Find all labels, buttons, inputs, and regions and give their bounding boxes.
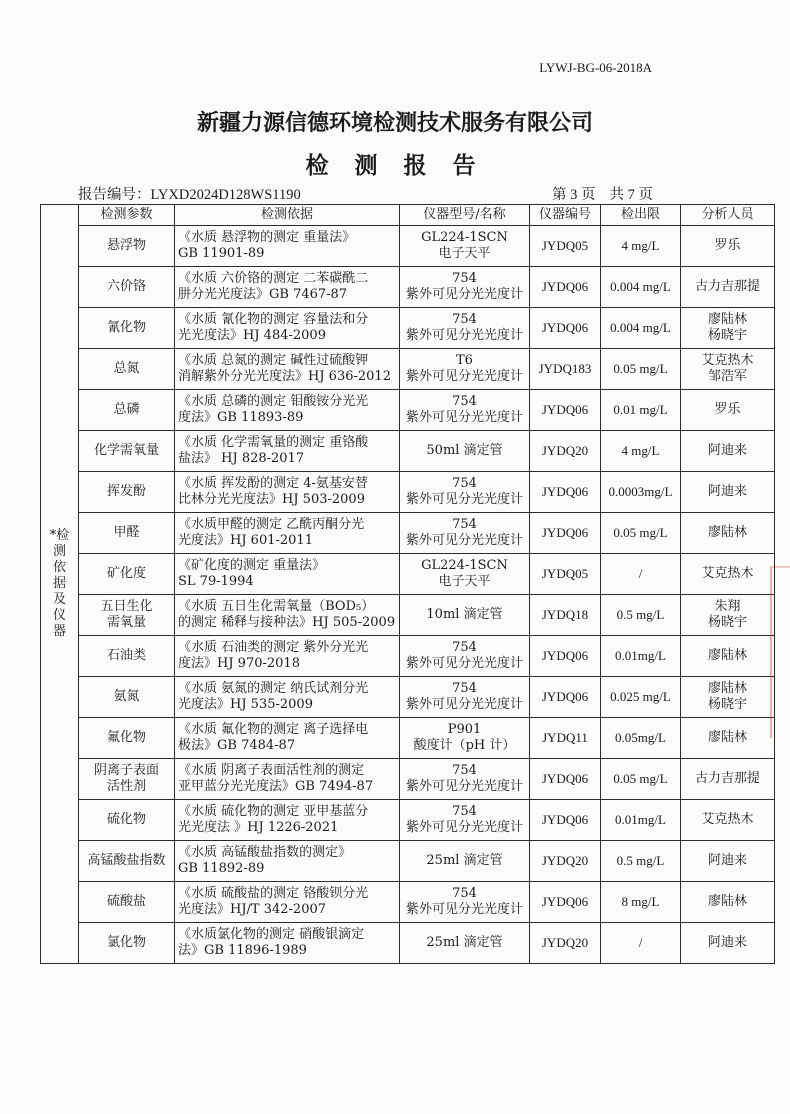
analyst-cell [681,349,775,390]
basis-line: GB 11901-89 [178,246,265,261]
instrument-line: 电子天平 [438,246,491,261]
analyst-cell [681,267,775,308]
instrument-line: GL224-1SCN [421,558,508,573]
table-row [41,472,775,513]
instrument-line: 50ml 滴定管 [426,443,503,458]
analyst-line: 艾克热木 [701,812,754,827]
basis-cell [175,554,400,595]
table-row [41,923,775,964]
param-cell [79,595,175,636]
total-pages: 共 7 页 [609,187,653,203]
instrument-id-cell: JYDQ06 [530,882,601,923]
methods-table [40,204,775,964]
basis-cell [175,718,400,759]
instrument-line: 754 [452,681,477,696]
analyst-line: 阿迪来 [707,853,747,868]
side-label-char: 仪 [52,608,66,623]
table-row [41,636,775,677]
basis-line: 《水质 石油类的测定 紫外分光光 [178,640,369,655]
basis-line: 极法》GB 7484-87 [178,738,296,753]
analyst-cell [681,718,775,759]
table-row [41,431,775,472]
instrument-cell [400,349,530,390]
instrument-cell [400,923,530,964]
instrument-id-cell: JYDQ06 [530,513,601,554]
instrument-cell [400,472,530,513]
analyst-cell [681,841,775,882]
analyst-line: 阿迪来 [707,935,747,950]
page-number: 第 3 页 [552,187,596,203]
instrument-cell [400,431,530,472]
table-row [41,390,775,431]
instrument-line: GL224-1SCN [421,230,508,245]
table-row [41,554,775,595]
instrument-id-cell: JYDQ05 [530,554,601,595]
instrument-line: 紫外可见分光光度计 [405,820,523,835]
table-row [41,267,775,308]
basis-cell [175,513,400,554]
table-row [41,595,775,636]
analyst-cell [681,759,775,800]
param-cell: 氨氮 [79,677,175,718]
basis-line: 《水质 阴离子表面活性剂的测定 [178,763,365,778]
instrument-line: 紫外可见分光光度计 [405,697,523,712]
table-row [41,800,775,841]
detection-limit-cell: 4 mg/L [601,226,681,267]
basis-line: 《水质 悬浮物的测定 重量法》 [178,230,356,245]
param-cell: 氯化物 [79,923,175,964]
side-label-cell [41,205,79,964]
analyst-line: 廖陆林 [707,894,747,909]
instrument-cell [400,267,530,308]
param-cell: 总磷 [79,390,175,431]
analyst-cell [681,226,775,267]
side-label-char: *检 [49,528,70,543]
table-header-row [41,205,775,226]
basis-line: 亚甲蓝分光光度法》GB 7494-87 [178,779,374,794]
analyst-cell [681,636,775,677]
param-cell: 悬浮物 [79,226,175,267]
side-label-char: 据 [52,576,66,591]
instrument-id-cell: JYDQ20 [530,923,601,964]
instrument-cell [400,882,530,923]
instrument-cell [400,718,530,759]
basis-line: 光度法》HJ/T 342-2007 [178,902,327,917]
instrument-line: 酸度计（pH 计） [413,738,516,753]
instrument-cell [400,595,530,636]
basis-cell [175,349,400,390]
instrument-line: 25ml 滴定管 [426,935,503,950]
param-cell [79,759,175,800]
analyst-line: 阿迪来 [707,443,747,458]
instrument-line: 电子天平 [438,574,491,589]
side-label-char: 依 [52,560,66,575]
instrument-line: T6 [456,353,473,368]
param-cell: 六价铬 [79,267,175,308]
instrument-id-cell: JYDQ20 [530,431,601,472]
analyst-line: 廖陆林 [707,525,747,540]
analyst-cell [681,431,775,472]
detection-limit-cell: 0.01mg/L [601,800,681,841]
param-line: 活性剂 [106,779,146,794]
instrument-id-cell: JYDQ06 [530,677,601,718]
param-cell: 挥发酚 [79,472,175,513]
instrument-line: 紫外可见分光光度计 [405,410,523,425]
basis-line: 《水质 五日生化需氧量（BOD₅） [178,599,375,614]
analyst-line: 古力吉那提 [694,279,760,294]
basis-line: 《水质 氟化物的测定 离子选择电 [178,722,369,737]
instrument-cell [400,800,530,841]
detection-limit-cell: 0.5 mg/L [601,841,681,882]
company-name: 新疆力源信德环境检测技术服务有限公司 [196,111,593,136]
basis-cell [175,759,400,800]
detection-limit-cell: 0.01 mg/L [601,390,681,431]
instrument-line: 754 [452,640,477,655]
analyst-line: 杨晓宇 [707,328,747,343]
page-info [552,183,667,204]
basis-cell [175,841,400,882]
detection-limit-cell: 4 mg/L [601,431,681,472]
instrument-cell [400,841,530,882]
instrument-line: P901 [447,722,482,737]
instrument-cell [400,308,530,349]
basis-cell [175,226,400,267]
instrument-line: 25ml 滴定管 [426,853,503,868]
instrument-id-cell: JYDQ06 [530,800,601,841]
basis-cell [175,431,400,472]
analyst-line: 阿迪来 [707,484,747,499]
detection-limit-cell: / [601,923,681,964]
instrument-line: 754 [452,476,477,491]
basis-line: 《水质甲醛的测定 乙酰丙酮分光 [178,517,365,532]
analyst-line: 古力吉那提 [694,771,760,786]
param-cell: 总氮 [79,349,175,390]
instrument-line: 754 [452,271,477,286]
basis-line: 消解紫外分光光度法》HJ 636-2012 [178,369,391,384]
detection-limit-cell: 0.025 mg/L [601,677,681,718]
basis-cell [175,595,400,636]
table-row [41,677,775,718]
param-cell: 氟化物 [79,718,175,759]
basis-line: 光度法》HJ 601-2011 [178,533,313,548]
basis-line: 《水质 总氮的测定 碱性过硫酸钾 [178,353,369,368]
basis-line: 《水质 六价铬的测定 二苯碳酰二 [178,271,369,286]
instrument-line: 754 [452,763,477,778]
basis-line: 《水质 总磷的测定 钼酸铵分光光 [178,394,369,409]
instrument-id-cell: JYDQ06 [530,308,601,349]
table-row [41,718,775,759]
basis-cell [175,390,400,431]
basis-line: 光光度法 》HJ 1226-2021 [178,820,339,835]
instrument-line: 紫外可见分光光度计 [405,779,523,794]
basis-line: 度法》HJ 970-2018 [178,656,300,671]
instrument-id-cell: JYDQ06 [530,390,601,431]
basis-line: 法》GB 11896-1989 [178,943,307,958]
param-cell: 化学需氧量 [79,431,175,472]
instrument-line: 紫外可见分光光度计 [405,492,523,507]
table-row [41,882,775,923]
basis-line: 《水质 高锰酸盐指数的测定》 [178,845,352,860]
basis-line: 《水质 硫化物的测定 亚甲基蓝分 [178,804,369,819]
analyst-line: 杨晓宇 [707,615,747,630]
instrument-line: 754 [452,312,477,327]
column-header: 检测参数 [79,205,175,226]
instrument-line: 紫外可见分光光度计 [405,533,523,548]
detection-limit-cell: 0.05mg/L [601,718,681,759]
analyst-line: 罗乐 [714,238,741,253]
table-row [41,308,775,349]
instrument-id-cell: JYDQ20 [530,841,601,882]
instrument-line: 10ml 滴定管 [426,607,503,622]
param-cell: 高锰酸盐指数 [79,841,175,882]
basis-line: 光光度法》HJ 484-2009 [178,328,326,343]
analyst-line: 艾克热木 [701,566,754,581]
basis-line: 比林分光光度法》HJ 503-2009 [178,492,365,507]
analyst-cell [681,677,775,718]
instrument-id-cell: JYDQ06 [530,267,601,308]
basis-line: 《水质 硫酸盐的测定 铬酸钡分光 [178,886,369,901]
analyst-line: 杨晓宇 [707,697,747,712]
report-number: 报告编号：LYXD2024D128WS1190 [78,187,301,203]
basis-line: 《水质氯化物的测定 硝酸银滴定 [178,927,365,942]
instrument-id-cell: JYDQ06 [530,636,601,677]
detection-limit-cell: 0.05 mg/L [601,513,681,554]
instrument-line: 754 [452,394,477,409]
analyst-line: 罗乐 [714,402,741,417]
param-cell: 硫酸盐 [79,882,175,923]
param-cell: 甲醛 [79,513,175,554]
basis-cell [175,882,400,923]
instrument-line: 紫外可见分光光度计 [405,369,523,384]
instrument-id-cell: JYDQ06 [530,472,601,513]
side-label-char: 测 [52,544,66,559]
instrument-line: 754 [452,804,477,819]
analyst-cell [681,800,775,841]
instrument-id-cell: JYDQ05 [530,226,601,267]
instrument-cell [400,677,530,718]
instrument-id-cell: JYDQ11 [530,718,601,759]
basis-line: 盐法》 HJ 828-2017 [178,451,305,466]
analyst-line: 朱翔 [714,599,741,614]
analyst-cell [681,595,775,636]
analyst-cell [681,308,775,349]
instrument-cell [400,226,530,267]
detection-limit-cell: 0.004 mg/L [601,267,681,308]
table-row [41,841,775,882]
instrument-cell [400,759,530,800]
detection-limit-cell: 0.05 mg/L [601,349,681,390]
detection-limit-cell: 0.5 mg/L [601,595,681,636]
table-row [41,349,775,390]
detection-limit-cell: 0.0003mg/L [601,472,681,513]
instrument-cell [400,554,530,595]
param-line: 阴离子表面 [93,763,159,778]
side-label-char: 及 [52,592,66,607]
column-header: 分析人员 [681,205,775,226]
report-title: 检 测 报 告 [305,153,485,179]
param-cell: 氰化物 [79,308,175,349]
table-row [41,513,775,554]
detection-limit-cell: 0.05 mg/L [601,759,681,800]
analyst-cell [681,882,775,923]
document-code: LYWJ-BG-06-2018A [539,60,652,75]
instrument-line: 754 [452,517,477,532]
analyst-line: 廖陆林 [707,648,747,663]
analyst-cell [681,390,775,431]
analyst-cell [681,513,775,554]
column-header: 检测依据 [175,205,400,226]
instrument-line: 紫外可见分光光度计 [405,656,523,671]
basis-cell [175,636,400,677]
basis-cell [175,308,400,349]
instrument-id-cell: JYDQ06 [530,759,601,800]
analyst-line: 邹浩军 [707,369,747,384]
basis-line: 《水质 化学需氧量的测定 重铬酸 [178,435,369,450]
instrument-line: 紫外可见分光光度计 [405,287,523,302]
analyst-cell [681,472,775,513]
basis-line: 肼分光光度法》GB 7467-87 [178,287,348,302]
instrument-cell [400,390,530,431]
column-header: 检出限 [601,205,681,226]
analyst-line: 廖陆林 [707,312,747,327]
basis-line: 光度法》HJ 535-2009 [178,697,313,712]
column-header: 仪器编号 [530,205,601,226]
detection-limit-cell: 8 mg/L [601,882,681,923]
table-row [41,759,775,800]
basis-cell [175,923,400,964]
instrument-id-cell: JYDQ183 [530,349,601,390]
detection-limit-cell: / [601,554,681,595]
basis-line: GB 11892-89 [178,861,265,876]
instrument-line: 754 [452,886,477,901]
analyst-cell [681,554,775,595]
basis-line: 的测定 稀释与接种法》HJ 505-2009 [178,615,396,630]
basis-line: 《水质 挥发酚的测定 4-氨基安替 [178,476,368,491]
basis-cell [175,800,400,841]
param-cell: 矿化度 [79,554,175,595]
param-line: 需氧量 [106,615,146,630]
param-line: 五日生化 [100,599,153,614]
basis-line: SL 79-1994 [178,574,254,589]
analyst-line: 廖陆林 [707,730,747,745]
detection-limit-cell: 0.004 mg/L [601,308,681,349]
param-cell: 硫化物 [79,800,175,841]
analyst-line: 廖陆林 [707,681,747,696]
basis-line: 《矿化度的测定 重量法》 [178,558,326,573]
stamp-mark [770,566,790,738]
basis-cell [175,472,400,513]
param-cell: 石油类 [79,636,175,677]
basis-cell [175,677,400,718]
analyst-line: 艾克热木 [701,353,754,368]
instrument-cell [400,513,530,554]
basis-line: 度法》GB 11893-89 [178,410,304,425]
instrument-line: 紫外可见分光光度计 [405,902,523,917]
instrument-id-cell: JYDQ18 [530,595,601,636]
column-header: 仪器型号/名称 [400,205,530,226]
table-row [41,226,775,267]
basis-line: 《水质 氨氮的测定 纳氏试剂分光 [178,681,369,696]
side-label-char: 器 [52,624,66,639]
basis-line: 《水质 氰化物的测定 容量法和分 [178,312,369,327]
basis-cell [175,267,400,308]
instrument-line: 紫外可见分光光度计 [405,328,523,343]
detection-limit-cell: 0.01mg/L [601,636,681,677]
analyst-cell [681,923,775,964]
instrument-cell [400,636,530,677]
